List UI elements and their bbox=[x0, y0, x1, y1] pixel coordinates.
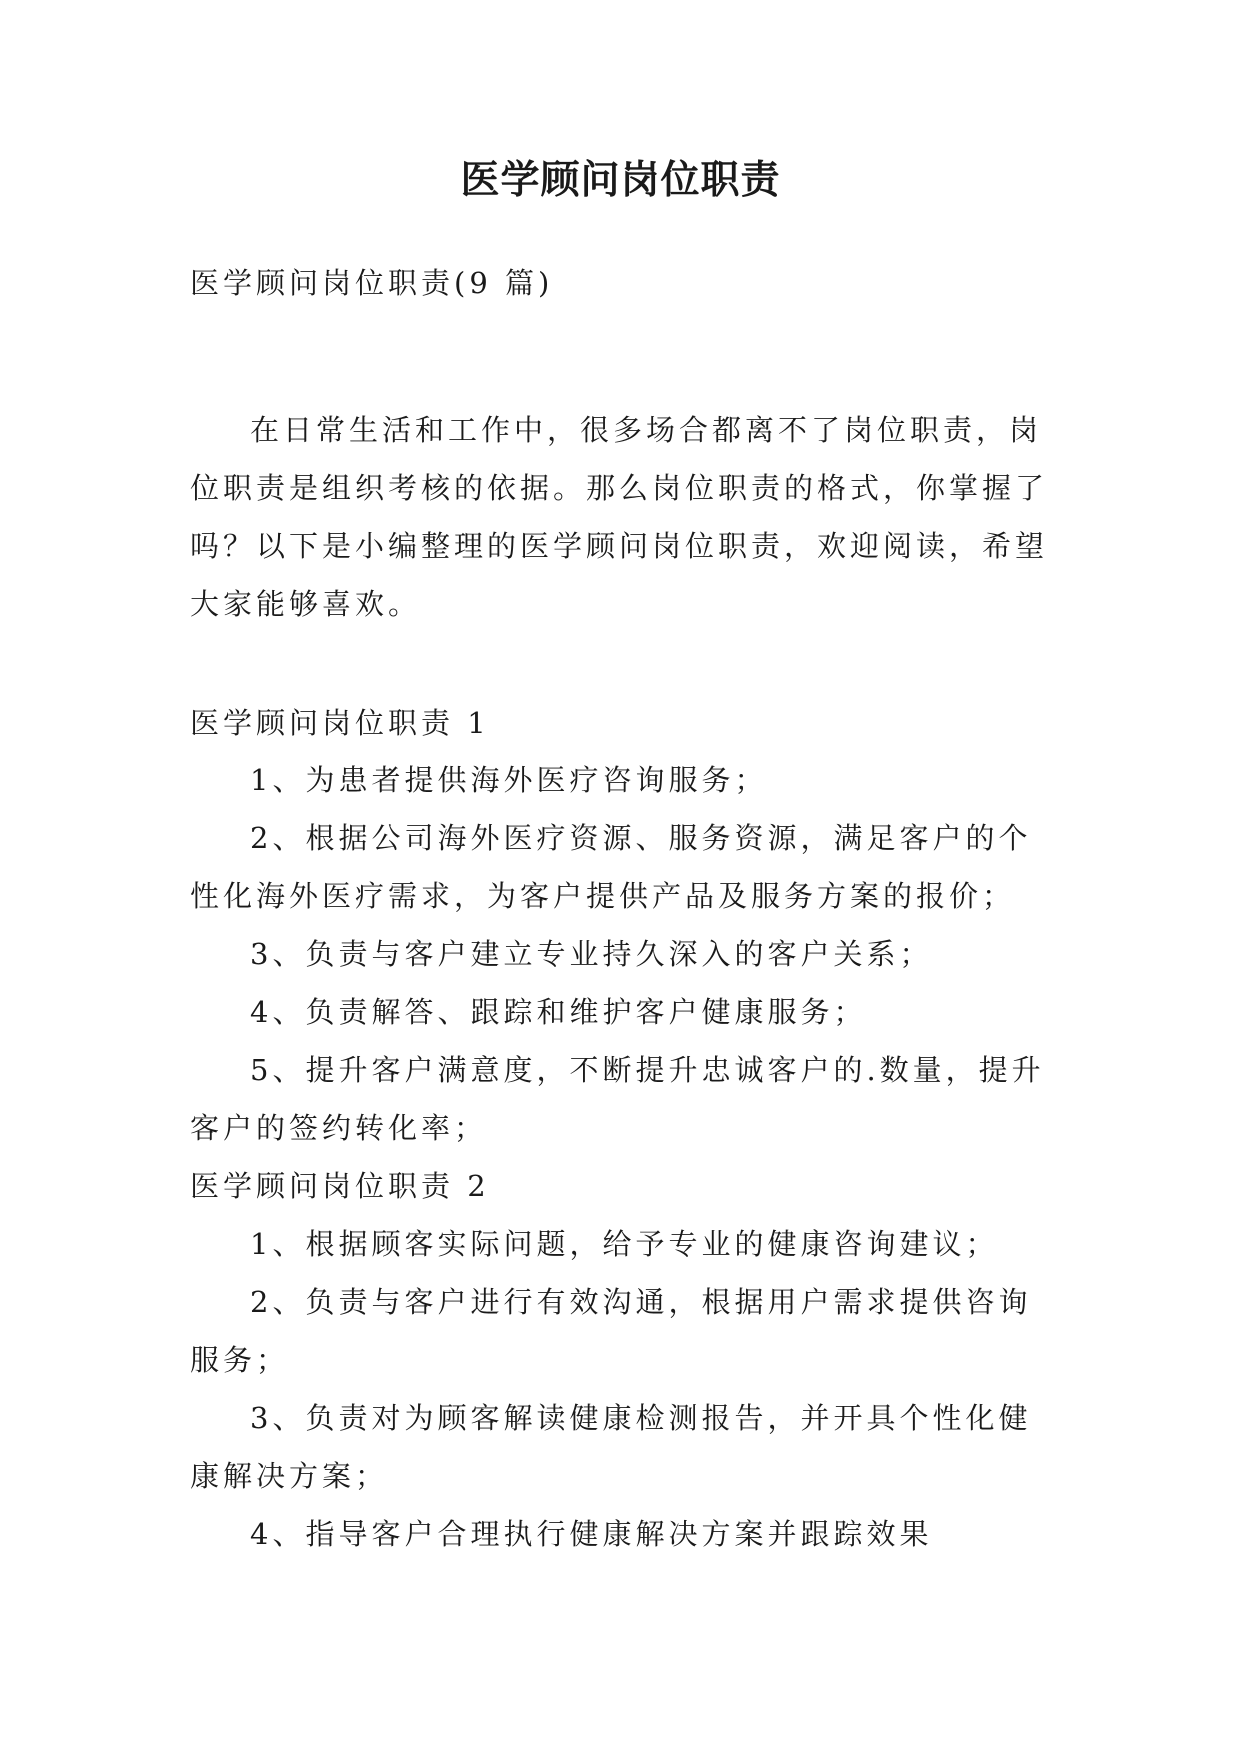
section-item: 4、负责解答、跟踪和维护客户健康服务； bbox=[250, 995, 867, 1029]
section-heading: 医学顾问岗位职责 1 bbox=[190, 706, 490, 740]
section-item: 1、根据顾客实际问题，给予专业的健康咨询建议； bbox=[250, 1227, 999, 1261]
section-item: 2、根据公司海外医疗资源、服务资源，满足客户的个 bbox=[250, 821, 1032, 855]
section-item: 4、指导客户合理执行健康解决方案并跟踪效果 bbox=[250, 1517, 933, 1551]
section-item: 3、负责对为顾客解读健康检测报告，并开具个性化健 bbox=[250, 1401, 1032, 1435]
section-heading: 医学顾问岗位职责 2 bbox=[190, 1169, 490, 1203]
section-item: 性化海外医疗需求，为客户提供产品及服务方案的报价； bbox=[190, 879, 1016, 913]
section-item: 客户的签约转化率； bbox=[190, 1111, 488, 1145]
intro-line: 吗？以下是小编整理的医学顾问岗位职责，欢迎阅读，希望 bbox=[190, 529, 1049, 563]
section-item: 2、负责与客户进行有效沟通，根据用户需求提供咨询 bbox=[250, 1285, 1032, 1319]
section-item: 1、为患者提供海外医疗咨询服务； bbox=[250, 763, 768, 797]
section-item: 康解决方案； bbox=[190, 1459, 389, 1493]
intro-line: 在日常生活和工作中，很多场合都离不了岗位职责，岗 bbox=[250, 413, 1043, 447]
document-subtitle: 医学顾问岗位职责(9 篇) bbox=[190, 266, 554, 300]
section-item: 5、提升客户满意度，不断提升忠诚客户的.数量，提升 bbox=[250, 1053, 1045, 1087]
section-item: 3、负责与客户建立专业持久深入的客户关系； bbox=[250, 937, 933, 971]
intro-line: 位职责是组织考核的依据。那么岗位职责的格式，你掌握了 bbox=[190, 471, 1049, 505]
document-title: 医学顾问岗位职责 bbox=[460, 157, 781, 203]
intro-line: 大家能够喜欢。 bbox=[190, 587, 422, 621]
section-item: 服务； bbox=[190, 1343, 290, 1377]
